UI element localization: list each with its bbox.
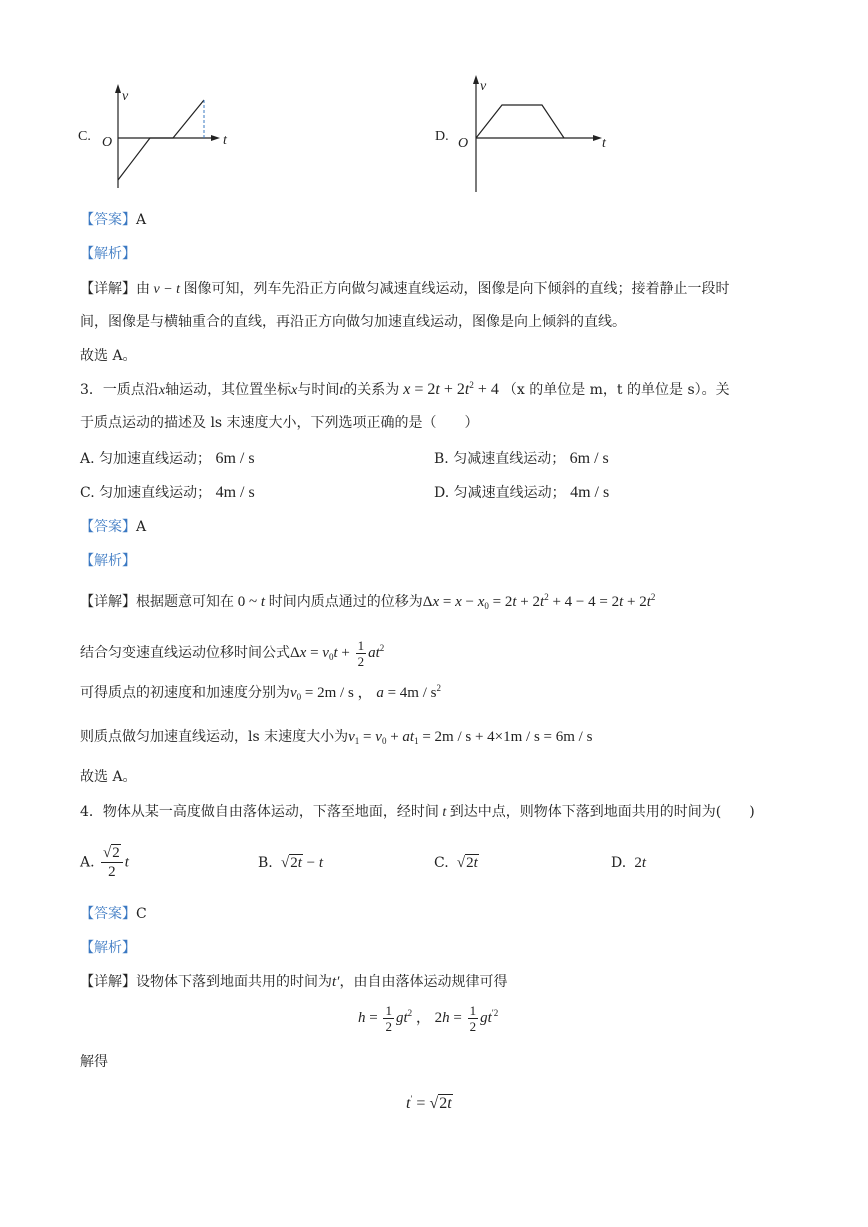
option-label: D. xyxy=(611,855,627,871)
graph-c-t-arrow xyxy=(211,135,220,141)
analysis-tag: 【解析】 xyxy=(80,553,136,569)
graph-c-t-label: t xyxy=(223,133,227,148)
q3-conclusion: 故选 A。 xyxy=(80,769,137,785)
time-interval: 0 ~ t xyxy=(234,594,266,610)
velocity-time-graph-c xyxy=(70,80,250,200)
stem-text: 到达中点，则物体下落到地面共用的时间为( ) xyxy=(449,804,755,820)
q4-answer xyxy=(80,904,147,924)
graph-c-velocity-line xyxy=(118,100,204,180)
graph-c-origin: O xyxy=(102,135,113,150)
answer-value: A xyxy=(136,519,147,535)
q3-option-b xyxy=(434,449,609,469)
q4-analysis xyxy=(80,938,136,958)
detail-tag: 【详解】 xyxy=(80,594,136,610)
q3-detail-line-3 xyxy=(80,683,441,703)
detail-text: ls 末速度大小为 xyxy=(248,729,349,745)
option-a-formula: $\frac{√2}{2}$ xyxy=(101,844,123,881)
answer-value: A xyxy=(136,212,147,228)
detail-text: ，由自由落体运动规律可得 xyxy=(339,974,508,990)
q2-detail-line-1 xyxy=(80,279,730,300)
detail-tag: 【详解】 xyxy=(80,974,136,990)
q3-detail-line-4 xyxy=(80,727,592,747)
option-c-formula: √2t xyxy=(456,855,478,871)
q3-option-c xyxy=(80,483,255,503)
answer-value: C xyxy=(136,906,147,922)
q2-detail-line-2: 间，图像是与横轴重合的直线，再沿正方向做匀加速直线运动，图像是向上倾斜的直线。 xyxy=(80,314,626,330)
q3-stem-line-2: 于质点运动的描述及 ls 末速度大小，下列选项正确的是（ ） xyxy=(80,415,479,431)
q4-option-a: A. $\frac{√2}{2}$ t xyxy=(80,845,129,880)
q4-detail-line-1 xyxy=(80,972,507,992)
q3-option-a xyxy=(80,449,255,469)
graph-c-v-arrow xyxy=(115,84,121,93)
solution-equation: t′ = √2t xyxy=(406,1094,452,1112)
stem-text: 4．物体从某一高度做自由落体运动，下落至地面，经时间 xyxy=(80,804,439,820)
q4-option-d xyxy=(611,853,646,873)
graph-d-velocity-line xyxy=(476,105,564,138)
q3-option-d xyxy=(434,483,609,503)
var-x: x xyxy=(158,383,166,398)
stem-text: 与时间 xyxy=(297,382,340,398)
q2-analysis xyxy=(80,244,136,264)
q3-detail-line-2 xyxy=(80,638,384,669)
answer-tag: 【答案】 xyxy=(80,212,136,228)
var-t: t xyxy=(339,383,344,398)
option-value: 6m / s xyxy=(215,450,255,467)
analysis-tag: 【解析】 xyxy=(80,940,136,956)
option-b-formula: √2t − t xyxy=(280,855,323,871)
velocity-time-graph-d xyxy=(430,70,620,200)
graph-d-v-label: v xyxy=(480,79,487,94)
option-value: 4m / s xyxy=(215,484,255,501)
velocity-acceleration-values: $v_0 = 2m / s$ ， $a = 4m / s^2$ xyxy=(290,683,441,702)
detail-text: 可得质点的初速度和加速度分别为 xyxy=(80,685,290,701)
graph-d-t-label: t xyxy=(602,136,606,151)
detail-text: 结合匀变速直线运动位移时间公式 xyxy=(80,644,290,661)
q4-option-c xyxy=(434,853,479,873)
stem-text: 的关系为 xyxy=(343,382,400,398)
graph-d-label: D. xyxy=(435,129,449,144)
stem-text: 3．一质点沿 xyxy=(80,382,159,398)
position-equation: $x = 2t + 2t^2 + 4$ xyxy=(403,380,503,398)
answer-tag: 【答案】 xyxy=(80,906,136,922)
q3-detail-line-1 xyxy=(80,592,655,612)
answer-tag: 【答案】 xyxy=(80,519,136,535)
detail-text: 设物体下落到地面共用的时间为 xyxy=(136,974,332,990)
stem-text: （x 的单位是 m，t 的单位是 s）。关 xyxy=(502,382,730,398)
q3-stem-line-1 xyxy=(80,380,730,401)
option-value: 4m / s xyxy=(570,484,610,501)
detail-text: 图像可知，列车先沿正方向做匀减速直线运动，图像是向下倾斜的直线；接着静止一段时 xyxy=(183,281,730,297)
stem-text: 轴运动，其位置坐标 xyxy=(165,382,292,398)
option-label: B. xyxy=(258,855,273,871)
option-label: B. 匀减速直线运动； xyxy=(434,451,566,467)
formula-v-t: v − t xyxy=(150,282,184,297)
graph-c-label: C. xyxy=(78,129,91,144)
q4-option-b xyxy=(258,853,323,873)
detail-tag: 【详解】 xyxy=(80,281,136,297)
graph-d-origin: O xyxy=(458,136,469,151)
displacement-formula: $\Delta x = v_0t$ + $\frac{1}{2}$ $at^2$ xyxy=(290,638,385,669)
analysis-tag: 【解析】 xyxy=(80,246,136,262)
q4-solve-label: 解得 xyxy=(80,1054,108,1070)
q4-stem xyxy=(80,802,755,823)
free-fall-equations: h = $\frac{1}{2}$ $gt^2$ ， 2h = $\frac{1}{2}$ $gt^{'2}$ xyxy=(358,1003,499,1035)
var-t: t xyxy=(438,805,450,820)
option-label: C. 匀加速直线运动； xyxy=(80,485,212,501)
detail-text: 根据题意可知在 xyxy=(136,594,234,610)
option-label: D. 匀减速直线运动； xyxy=(434,485,566,501)
option-label: A. 匀加速直线运动； xyxy=(80,451,212,467)
option-label: A. xyxy=(80,854,95,871)
graph-d-t-arrow xyxy=(593,135,602,141)
option-value: 6m / s xyxy=(569,450,609,467)
q2-answer xyxy=(80,210,146,230)
detail-text: 由 xyxy=(136,281,150,297)
detail-text: 时间内质点通过的位移为 xyxy=(268,594,423,610)
q2-conclusion: 故选 A。 xyxy=(80,348,137,364)
final-velocity-equation: $v_1 = v_0 + at_1 = 2m / s + 4\times 1m / s = 6m / s$ xyxy=(348,729,593,746)
var-x: x xyxy=(291,383,298,398)
option-label: C. xyxy=(434,855,449,871)
q3-answer xyxy=(80,517,146,537)
graph-d-v-arrow xyxy=(473,75,479,84)
option-d-formula: 2t xyxy=(630,855,647,871)
var-t-prime: t′ xyxy=(332,974,340,990)
detail-text: 则质点做匀加速直线运动， xyxy=(80,729,248,745)
displacement-equation: $\Delta x = x - x_0 = 2t + 2t^2 + 4 - 4 = 2t + 2t^2$ xyxy=(422,592,656,611)
q3-analysis xyxy=(80,551,136,571)
graph-c-v-label: v xyxy=(122,89,129,104)
